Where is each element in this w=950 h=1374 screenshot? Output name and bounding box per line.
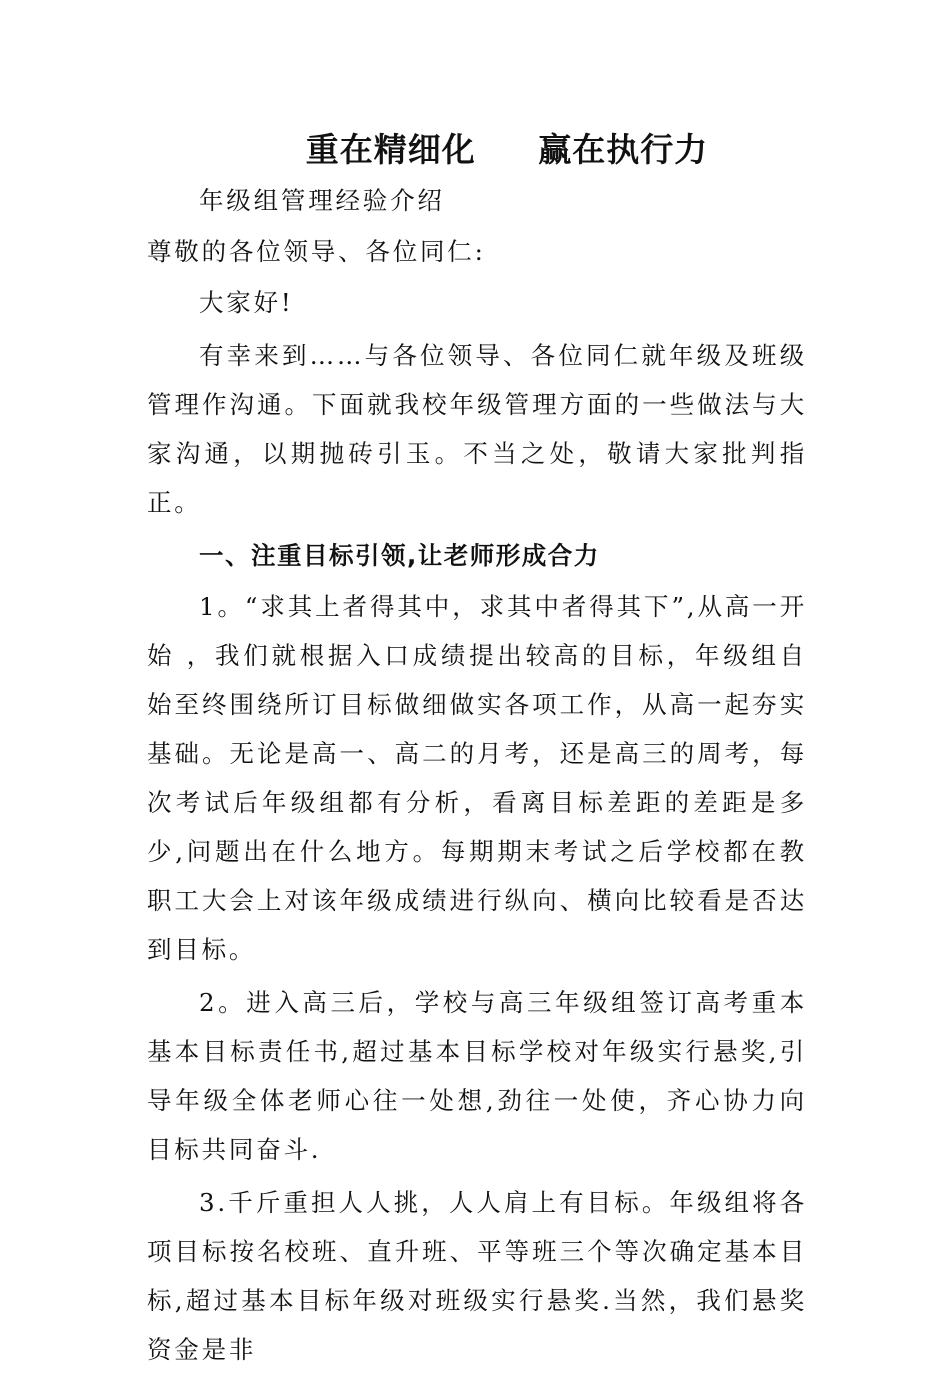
document-subtitle: 年级组管理经验介绍 bbox=[199, 186, 445, 215]
intro-paragraph: 有幸来到……与各位领导、各位同仁就年级及班级管理作沟通。下面就我校年级管理方面的一些做法与大家沟通，以期抛砖引玉。不当之处，敬请大家批判指正。 bbox=[147, 341, 807, 517]
point-2-paragraph: 2。进入高三后，学校与高三年级组签订高考重本基本目标责任书,超过基本目标学校对年级实行悬奖,引导年级全体老师心往一处想,劲往一处使，齐心协力向目标共同奋斗. bbox=[147, 988, 807, 1164]
document-title: 重在精细化 赢在执行力 bbox=[305, 130, 709, 169]
point-3-paragraph: 3.千斤重担人人挑，人人肩上有目标。年级组将各项目标按名校班、直升班、平等班三个等次确定基本目标,超过基本目标年级对班级实行悬奖.当然，我们悬奖资金是非 bbox=[147, 1188, 807, 1364]
section-heading-1: 一、注重目标引领,让老师形成合力 bbox=[199, 541, 600, 570]
salutation: 尊敬的各位领导、各位同仁: bbox=[147, 237, 486, 266]
point-1-paragraph: 1。“求其上者得其中，求其中者得其下”,从高一开始 ，我们就根据入口成绩提出较高的目标，年级组自始至终围绕所订目标做细做实各项工作，从高一起夯实基础。无论是高一、高二的月考，还是高三的周考，每次考试后年级组都有分析，看离目标差距的差距是多少,问题出在什么地方。每期期末考试之后学校都在教职工大会上对该年级成绩进行纵向、横向比较看是否达到目标。 bbox=[147, 592, 807, 964]
document-body bbox=[147, 176, 807, 1374]
greeting: 大家好! bbox=[199, 288, 294, 317]
